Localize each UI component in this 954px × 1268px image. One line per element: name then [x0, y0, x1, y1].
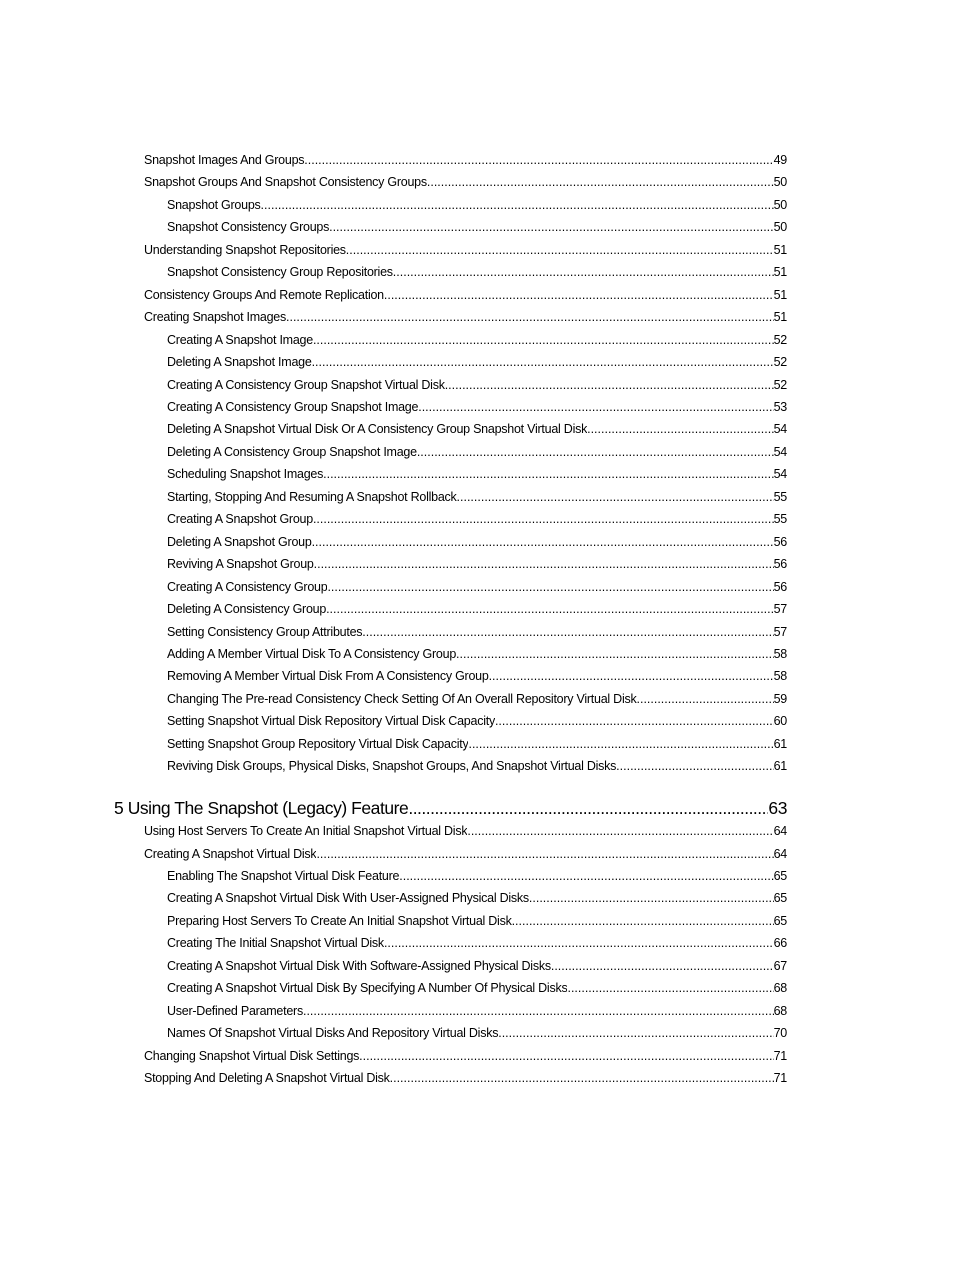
toc-entry-title: Creating The Initial Snapshot Virtual Disk [167, 936, 384, 951]
toc-entry-page-number: 50 [773, 220, 787, 235]
dot-leader [616, 758, 773, 774]
toc-entry-page-number: 51 [773, 242, 787, 257]
toc-entry-title: Names Of Snapshot Virtual Disks And Repository Virtual Disks [167, 1026, 499, 1041]
toc-entry-page-number: 61 [773, 759, 787, 774]
toc-entry-title: Deleting A Consistency Group [167, 602, 327, 616]
toc-entry-page-number: 65 [773, 891, 787, 906]
toc-entry-page-number: 61 [773, 736, 787, 751]
dot-leader [498, 1025, 773, 1041]
toc-entry-page-number: 51 [773, 310, 787, 325]
toc-entry-page-number: 59 [773, 691, 787, 706]
dot-leader [313, 332, 774, 348]
toc-entry-page-number: 63 [768, 797, 787, 818]
dot-leader [304, 152, 773, 168]
toc-entry[interactable] [167, 646, 787, 662]
toc-entry-title: Snapshot Images And Groups [144, 153, 305, 167]
toc-entry-title: Understanding Snapshot Repositories [144, 242, 346, 257]
toc-entry[interactable] [167, 691, 787, 707]
dot-leader [551, 958, 774, 974]
toc-entry-page-number: 56 [773, 534, 787, 549]
dot-leader [637, 691, 774, 707]
toc-entry-title: Deleting A Snapshot Image [167, 355, 312, 369]
toc-entry[interactable] [167, 399, 787, 415]
toc-entry-title: Deleting A Snapshot Group [167, 534, 312, 549]
dot-leader [316, 846, 773, 862]
toc-entry[interactable] [167, 489, 787, 505]
toc-entry[interactable] [167, 1003, 787, 1019]
dot-leader [417, 444, 774, 460]
toc-entry-page-number: 56 [773, 557, 787, 572]
toc-entry-page-number: 71 [773, 1048, 787, 1063]
toc-entry[interactable] [167, 332, 787, 348]
toc-entry[interactable] [167, 624, 787, 640]
toc-entry-title: Setting Snapshot Group Repository Virtual Disk Capacity [167, 736, 469, 751]
toc-entry[interactable] [167, 354, 787, 370]
toc-entry-title: Deleting A Consistency Group Snapshot Image [167, 444, 417, 459]
toc-entry-page-number: 51 [773, 287, 787, 302]
toc-entry-title: Consistency Groups And Remote Replication [144, 287, 384, 302]
toc-entry-page-number: 56 [773, 579, 787, 594]
toc-entry[interactable] [167, 579, 787, 595]
dot-leader [261, 197, 774, 213]
toc-entry[interactable] [167, 736, 787, 752]
dot-leader [359, 1048, 773, 1064]
toc-entry-page-number: 52 [773, 355, 787, 369]
dot-leader [408, 797, 768, 819]
dot-leader [312, 354, 774, 370]
toc-entry-title: Deleting A Snapshot Virtual Disk Or A Consistency Group Snapshot Virtual Disk [167, 422, 588, 437]
toc-entry-page-number: 51 [773, 265, 787, 280]
toc-chapter-entry[interactable] [114, 797, 787, 819]
toc-entry-page-number: 66 [773, 936, 787, 951]
toc-entry-page-number: 65 [773, 869, 787, 883]
dot-leader [427, 174, 774, 190]
dot-leader [314, 556, 774, 572]
toc-entry-title: Stopping And Deleting A Snapshot Virtual Disk [144, 1071, 390, 1085]
toc-entry[interactable] [144, 287, 787, 303]
toc-entry-page-number: 57 [773, 602, 787, 616]
dot-leader [303, 1003, 774, 1019]
toc-entry-page-number: 55 [773, 489, 787, 504]
toc-entry-page-number: 49 [773, 153, 787, 167]
dot-leader [495, 713, 774, 729]
toc-entry-page-number: 64 [773, 846, 787, 861]
toc-entry[interactable] [144, 1070, 787, 1086]
dot-leader [326, 601, 774, 617]
toc-entry-title: Changing Snapshot Virtual Disk Settings [144, 1048, 360, 1063]
dot-leader [567, 980, 773, 996]
toc-entry-page-number: 55 [773, 512, 787, 527]
toc-entry-title: 5 Using The Snapshot (Legacy) Feature [114, 797, 409, 818]
toc-entry[interactable] [167, 219, 787, 235]
toc-entry[interactable] [144, 174, 787, 190]
toc-entry-page-number: 64 [773, 824, 787, 839]
dot-leader [346, 242, 774, 258]
dot-leader [512, 913, 774, 929]
toc-entry[interactable] [144, 309, 787, 325]
dot-leader [312, 534, 774, 550]
toc-entry-page-number: 52 [773, 377, 787, 392]
dot-leader [327, 579, 773, 595]
toc-entry-title: Creating A Snapshot Group [167, 512, 313, 527]
toc-entry[interactable] [144, 1048, 787, 1064]
toc-entry-title: Creating A Snapshot Virtual Disk [144, 846, 317, 861]
toc-entry-page-number: 50 [773, 175, 787, 190]
toc-entry-page-number: 52 [773, 332, 787, 347]
toc-entry-title: Setting Consistency Group Attributes [167, 624, 363, 639]
toc-entry-title: Preparing Host Servers To Create An Initial Snapshot Virtual Disk [167, 913, 512, 928]
toc-entry[interactable] [167, 534, 787, 550]
toc-entry-title: Creating Snapshot Images [144, 310, 287, 325]
dot-leader [457, 489, 774, 505]
toc-entry-page-number: 54 [773, 444, 787, 459]
toc-entry-page-number: 58 [773, 669, 787, 684]
toc-entry-page-number: 50 [773, 197, 787, 212]
toc-entry[interactable] [167, 511, 787, 527]
dot-leader [489, 668, 774, 684]
dot-leader [456, 646, 774, 662]
toc-entry-title: Creating A Consistency Group Snapshot Image [167, 399, 419, 414]
toc-entry-title: Snapshot Groups [167, 197, 261, 212]
dot-leader [445, 377, 774, 393]
dot-leader [362, 624, 773, 640]
toc-entry-title: Reviving A Snapshot Group [167, 557, 314, 572]
toc-entry-page-number: 58 [773, 646, 787, 661]
toc-entry[interactable] [144, 823, 787, 839]
toc-entry-page-number: 53 [773, 399, 787, 414]
toc-entry[interactable] [144, 152, 787, 168]
toc-entry[interactable] [167, 377, 787, 393]
toc-entry[interactable] [167, 421, 787, 437]
toc-entry[interactable] [167, 264, 787, 280]
toc-entry-title: Creating A Snapshot Virtual Disk With User-Assigned Physical Disks [167, 891, 529, 906]
toc-entry[interactable] [167, 713, 787, 729]
dot-leader [384, 935, 774, 951]
toc-entry-page-number: 54 [773, 422, 787, 437]
toc-entry-page-number: 68 [773, 1003, 787, 1018]
dot-leader [384, 287, 774, 303]
toc-entry[interactable] [167, 197, 787, 213]
dot-leader [313, 511, 774, 527]
dot-leader [587, 421, 773, 437]
dot-leader [323, 466, 773, 482]
toc-entry-page-number: 67 [773, 958, 787, 973]
toc-entry-title: Creating A Consistency Group Snapshot Virtual Disk [167, 377, 445, 392]
toc-entry-page-number: 54 [773, 467, 787, 482]
toc-entry-title: User-Defined Parameters [167, 1003, 303, 1018]
toc-entry-title: Enabling The Snapshot Virtual Disk Feature [167, 869, 400, 883]
toc-entry-page-number: 60 [773, 714, 787, 729]
toc-entry-title: Snapshot Consistency Groups [167, 220, 330, 235]
toc-entry[interactable] [167, 758, 787, 774]
toc-entry-title: Creating A Snapshot Virtual Disk With Software-Assigned Physical Disks [167, 958, 551, 973]
toc-entry-title: Adding A Member Virtual Disk To A Consistency Group [167, 646, 457, 661]
toc-entry-page-number: 71 [773, 1071, 787, 1085]
toc-entry-title: Creating A Consistency Group [167, 579, 328, 594]
toc-entry[interactable] [167, 958, 787, 974]
dot-leader [286, 309, 774, 325]
toc-entry-page-number: 57 [773, 624, 787, 639]
toc-entry-title: Starting, Stopping And Resuming A Snapshot Rollback [167, 489, 457, 504]
toc-entry[interactable] [144, 846, 787, 862]
dot-leader [467, 823, 773, 839]
toc-entry-title: Reviving Disk Groups, Physical Disks, Snapshot Groups, And Snapshot Virtual Disks [167, 759, 617, 774]
toc-entry-title: Using Host Servers To Create An Initial Snapshot Virtual Disk [144, 824, 468, 839]
toc-entry[interactable] [167, 913, 787, 929]
toc-entry-title: Creating A Snapshot Image [167, 332, 313, 347]
toc-entry-page-number: 65 [773, 913, 787, 928]
toc-entry-page-number: 70 [773, 1026, 787, 1041]
dot-leader [393, 264, 774, 280]
toc-entry-title: Scheduling Snapshot Images [167, 467, 324, 482]
toc-entry[interactable] [167, 556, 787, 572]
toc-entry-title: Snapshot Consistency Group Repositories [167, 265, 393, 280]
dot-leader [390, 1070, 774, 1086]
dot-leader [329, 219, 774, 235]
toc-entry[interactable] [167, 935, 787, 951]
toc-entry[interactable] [167, 466, 787, 482]
toc-entry-title: Setting Snapshot Virtual Disk Repository Virtual Disk Capacity [167, 714, 495, 729]
toc-entry-title: Changing The Pre-read Consistency Check Setting Of An Overall Repository Virtual Disk [167, 691, 637, 706]
toc-entry[interactable] [167, 980, 787, 996]
toc-entry-title: Snapshot Groups And Snapshot Consistency Groups [144, 175, 427, 190]
dot-leader [418, 399, 773, 415]
toc-entry-title: Removing A Member Virtual Disk From A Consistency Group [167, 669, 489, 684]
dot-leader [399, 868, 773, 884]
toc-entry-title: Creating A Snapshot Virtual Disk By Specifying A Number Of Physical Disks [167, 981, 568, 996]
toc-entry[interactable] [167, 890, 787, 906]
toc-entry[interactable] [167, 668, 787, 684]
dot-leader [529, 890, 774, 906]
toc-entry[interactable] [167, 1025, 787, 1041]
toc-entry[interactable] [144, 242, 787, 258]
toc-entry[interactable] [167, 444, 787, 460]
dot-leader [468, 736, 773, 752]
toc-entry[interactable] [167, 868, 787, 884]
toc-entry[interactable] [167, 601, 787, 617]
toc-entry-page-number: 68 [773, 981, 787, 996]
